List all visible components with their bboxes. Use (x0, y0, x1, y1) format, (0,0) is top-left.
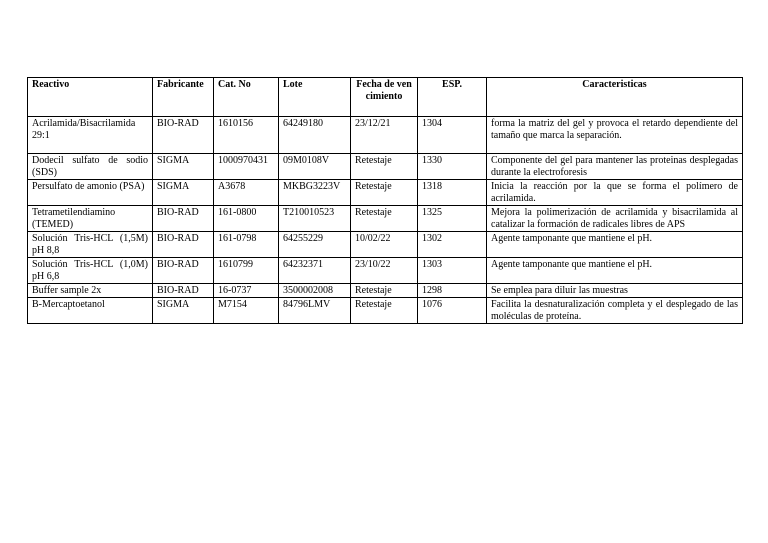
cell-caracteristicas: Facilita la desnaturalización completa y el desplegado de las moléculas de proteína. (487, 298, 743, 324)
cell-reactivo: Dodecil sulfato de sodio (SDS) (28, 154, 153, 180)
cell-fecha-vencimiento: 23/10/22 (351, 258, 418, 284)
cell-fecha-vencimiento: 10/02/22 (351, 232, 418, 258)
cell-caracteristicas: Mejora la polimerización de acrilamida y bisacrilamida al catalizar la formación de radicales libres de APS (487, 206, 743, 232)
table-row (28, 154, 743, 180)
cell-cat-no: 1000970431 (214, 154, 279, 180)
cell-esp: 1298 (418, 284, 487, 298)
table-row (28, 180, 743, 206)
header-fecha-vencimiento: Fecha de vencimiento (351, 78, 418, 117)
table-row (28, 232, 743, 258)
cell-fabricante: BIO-RAD (153, 284, 214, 298)
cell-reactivo: Solución Tris-HCL (1,5M) pH 8,8 (28, 232, 153, 258)
header-lote: Lote (279, 78, 351, 117)
header-cat-no: Cat. No (214, 78, 279, 117)
cell-reactivo: Tetrametilendiamino (TEMED) (28, 206, 153, 232)
cell-fabricante: SIGMA (153, 298, 214, 324)
cell-lote: 09M0108V (279, 154, 351, 180)
cell-fecha-vencimiento: Retestaje (351, 206, 418, 232)
table-row (28, 258, 743, 284)
cell-cat-no: 161-0800 (214, 206, 279, 232)
cell-lote: 64255229 (279, 232, 351, 258)
reagents-table (27, 77, 743, 324)
cell-esp: 1076 (418, 298, 487, 324)
cell-cat-no: 16-0737 (214, 284, 279, 298)
cell-reactivo: B-Mercaptoetanol (28, 298, 153, 324)
cell-fecha-vencimiento: Retestaje (351, 298, 418, 324)
cell-reactivo: Acrilamida/Bisacrilamida 29:1 (28, 117, 153, 154)
cell-reactivo: Persulfato de amonio (PSA) (28, 180, 153, 206)
table-row (28, 117, 743, 154)
cell-reactivo: Solución Tris-HCL (1,0M) pH 6,8 (28, 258, 153, 284)
cell-lote: MKBG3223V (279, 180, 351, 206)
cell-fabricante: BIO-RAD (153, 258, 214, 284)
cell-fabricante: BIO-RAD (153, 117, 214, 154)
cell-cat-no: 1610156 (214, 117, 279, 154)
cell-fecha-vencimiento: 23/12/21 (351, 117, 418, 154)
table-row (28, 284, 743, 298)
cell-fecha-vencimiento: Retestaje (351, 284, 418, 298)
cell-caracteristicas: Inicia la reacción por la que se forma el polímero de acrilamida. (487, 180, 743, 206)
cell-fabricante: SIGMA (153, 180, 214, 206)
table-header-row (28, 78, 743, 117)
cell-esp: 1303 (418, 258, 487, 284)
cell-esp: 1330 (418, 154, 487, 180)
cell-fecha-vencimiento: Retestaje (351, 180, 418, 206)
table-row (28, 298, 743, 324)
cell-lote: 64232371 (279, 258, 351, 284)
header-esp: ESP. (418, 78, 487, 117)
cell-esp: 1304 (418, 117, 487, 154)
cell-cat-no: 161-0798 (214, 232, 279, 258)
cell-lote: 64249180 (279, 117, 351, 154)
header-reactivo: Reactivo (28, 78, 153, 117)
cell-reactivo: Buffer sample 2x (28, 284, 153, 298)
cell-caracteristicas: Componente del gel para mantener las proteinas desplegadas durante la electroforesis (487, 154, 743, 180)
cell-fabricante: BIO-RAD (153, 232, 214, 258)
cell-caracteristicas: forma la matriz del gel y provoca el retardo dependiente del tamaño que marca la separación. (487, 117, 743, 154)
cell-fecha-vencimiento: Retestaje (351, 154, 418, 180)
cell-lote: T210010523 (279, 206, 351, 232)
cell-caracteristicas: Se emplea para diluir las muestras (487, 284, 743, 298)
cell-lote: 3500002008 (279, 284, 351, 298)
cell-fabricante: BIO-RAD (153, 206, 214, 232)
cell-esp: 1302 (418, 232, 487, 258)
header-caracteristicas: Caracteristicas (487, 78, 743, 117)
cell-esp: 1318 (418, 180, 487, 206)
cell-caracteristicas: Agente tamponante que mantiene el pH. (487, 258, 743, 284)
cell-fabricante: SIGMA (153, 154, 214, 180)
cell-cat-no: A3678 (214, 180, 279, 206)
table-body (28, 117, 743, 324)
cell-lote: 84796LMV (279, 298, 351, 324)
cell-caracteristicas: Agente tamponante que mantiene el pH. (487, 232, 743, 258)
header-fabricante: Fabricante (153, 78, 214, 117)
cell-esp: 1325 (418, 206, 487, 232)
table-row (28, 206, 743, 232)
cell-cat-no: 1610799 (214, 258, 279, 284)
cell-cat-no: M7154 (214, 298, 279, 324)
